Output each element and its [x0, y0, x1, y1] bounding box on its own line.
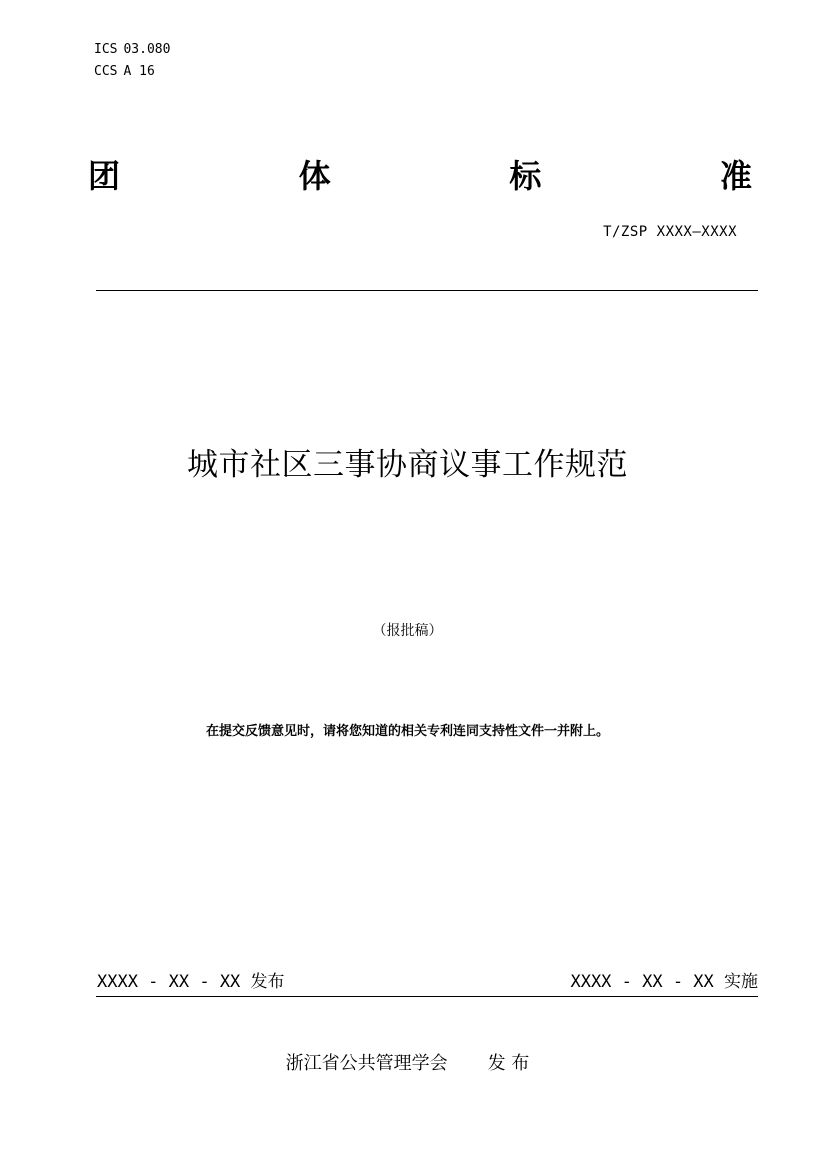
bottom-divider — [96, 996, 758, 997]
issuer-line — [0, 1050, 815, 1078]
document-title: 城市社区三事协商议事工作规范 — [187, 447, 628, 483]
publish-date: XXXX - XX - XX 发布 — [97, 972, 285, 992]
standard-type-heading — [88, 152, 752, 200]
ccs-label: CCS — [94, 64, 118, 79]
patent-notice: 在提交反馈意见时，请将您知道的相关专利连同支持性文件一并附上。 — [205, 724, 609, 739]
ccs-row — [94, 61, 176, 83]
standard-type-char: 标 — [509, 157, 542, 195]
issuer-action: 发 布 — [487, 1053, 530, 1074]
standard-type-char: 团 — [88, 157, 121, 195]
standard-number: T/ZSP XXXX—XXXX — [603, 224, 737, 240]
ics-row — [94, 39, 176, 61]
classification-block — [94, 39, 176, 83]
issuer-organization: 浙江省公共管理学会 — [285, 1053, 448, 1074]
ccs-code: A 16 — [123, 64, 155, 79]
standard-type-char: 准 — [719, 157, 752, 195]
implement-date: XXXX - XX - XX 实施 — [570, 972, 758, 992]
top-divider — [96, 290, 758, 291]
standard-type-char: 体 — [298, 157, 331, 195]
ics-code: 03.080 — [123, 42, 171, 57]
draft-stage-label: （报批稿） — [372, 623, 443, 639]
ics-label: ICS — [94, 42, 118, 57]
